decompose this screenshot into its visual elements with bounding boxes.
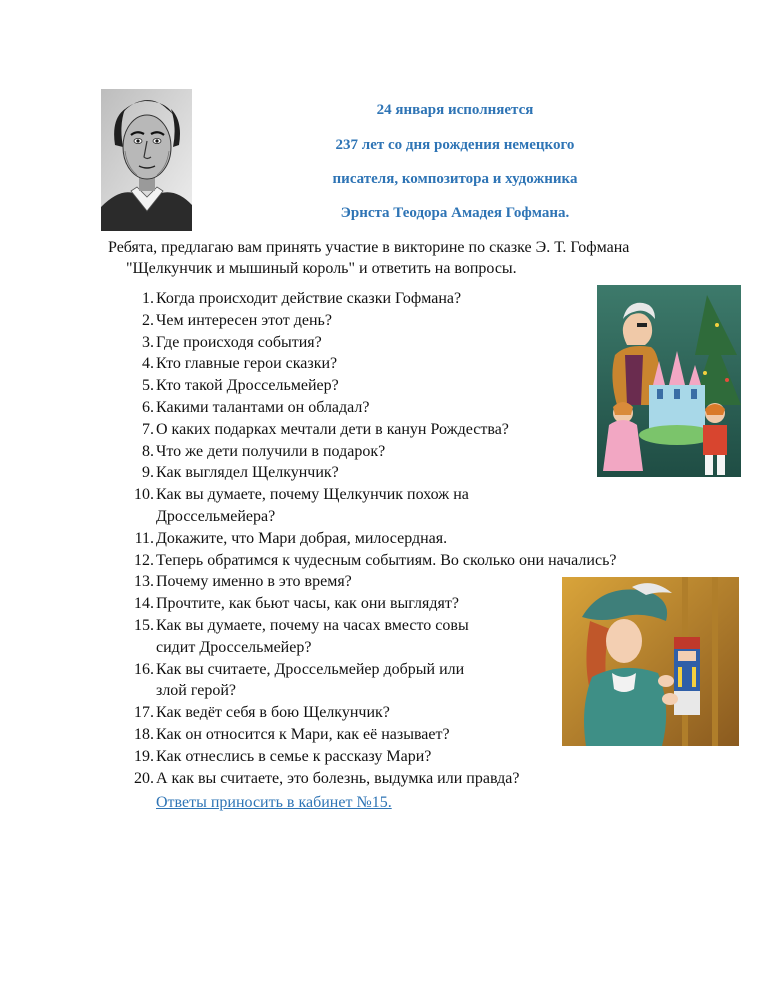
question-number: 15. <box>134 616 154 634</box>
intro-line-1: Ребята, предлагаю вам принять участие в викторине по сказке Э. Т. Гофмана <box>108 239 630 256</box>
question-text: Где происходя события? <box>156 333 322 351</box>
hoffmann-portrait <box>101 89 192 231</box>
question-number: 1. <box>142 290 154 307</box>
question-text: Докажите, что Мари добрая, милосердная. <box>156 529 448 547</box>
list-item <box>120 746 720 768</box>
question-number: 4. <box>142 355 154 373</box>
list-item <box>120 484 720 528</box>
intro-line-2: "Щелкунчик и мышиный король" и ответить на вопросы. <box>126 260 517 277</box>
question-text: Как выглядел Щелкунчик? <box>156 464 339 482</box>
question-number: 19. <box>134 747 154 765</box>
question-number: 18. <box>134 725 154 743</box>
question-text: Теперь обратимся к чудесным событиям. Во сколько они начались? <box>156 551 617 569</box>
question-text: Что же дети получили в подарок? <box>156 442 386 460</box>
question-text-continued: Дроссельмейера? <box>156 507 276 525</box>
question-number: 12. <box>134 551 154 569</box>
question-number: 9. <box>142 464 154 482</box>
question-text: Как он относится к Мари, как её называет? <box>156 725 450 743</box>
question-number: 5. <box>142 377 154 395</box>
drosselmeyer-castle-illustration <box>597 285 741 477</box>
question-text: Прочтите, как бьют часы, как они выглядят? <box>156 595 459 613</box>
question-number: 16. <box>134 660 154 678</box>
question-number: 8. <box>142 442 154 460</box>
question-number: 2. <box>142 311 154 329</box>
list-item <box>120 528 720 550</box>
list-item <box>120 550 720 572</box>
question-text: Кто главные герои сказки? <box>156 355 338 373</box>
question-number: 20. <box>134 769 154 787</box>
question-number: 10. <box>134 486 154 504</box>
question-number: 6. <box>142 398 154 416</box>
question-text: Кто такой Дроссельмейер? <box>156 377 339 395</box>
question-text: Чем интересен этот день? <box>156 311 332 329</box>
question-number: 11. <box>134 529 154 547</box>
question-number: 13. <box>134 573 154 591</box>
header-line-date: 24 января исполняется <box>376 102 534 118</box>
question-text: А как вы считаете, это болезнь, выдумка или правда? <box>156 769 520 787</box>
question-number: 3. <box>142 333 154 351</box>
answers-cabinet-link[interactable]: Ответы приносить в кабинет №15. <box>156 794 392 811</box>
question-number: 7. <box>142 420 154 438</box>
question-text-continued: злой герой? <box>156 682 236 700</box>
question-text: Как отнеслись в семье к рассказу Мари? <box>156 747 432 765</box>
question-text: Как вы думаете, почему Щелкунчик похож на <box>156 486 469 504</box>
question-text: Как ведёт себя в бою Щелкунчик? <box>156 704 390 722</box>
question-text: Как вы думаете, почему на часах вместо совы <box>156 616 469 634</box>
marie-nutcracker-illustration <box>562 577 739 746</box>
list-item <box>120 768 720 790</box>
question-text: Как вы считаете, Дроссельмейер добрый или <box>156 660 465 678</box>
header-line-name: Эрнста Теодора Амадея Гофмана. <box>340 205 570 221</box>
question-text: О каких подарках мечтали дети в канун Рождества? <box>156 420 509 438</box>
intro-paragraph <box>108 237 728 279</box>
question-text-continued: сидит Дроссельмейер? <box>156 638 312 656</box>
question-text: Почему именно в это время? <box>156 573 352 591</box>
question-text: Какими талантами он обладал? <box>156 398 370 416</box>
header-line-professions: писателя, композитора и художника <box>332 171 578 187</box>
question-number: 17. <box>134 704 154 722</box>
header-line-anniversary: 237 лет со дня рождения немецкого <box>335 137 575 153</box>
question-text: Когда происходит действие сказки Гофмана? <box>156 290 462 307</box>
question-number: 14. <box>134 595 154 613</box>
